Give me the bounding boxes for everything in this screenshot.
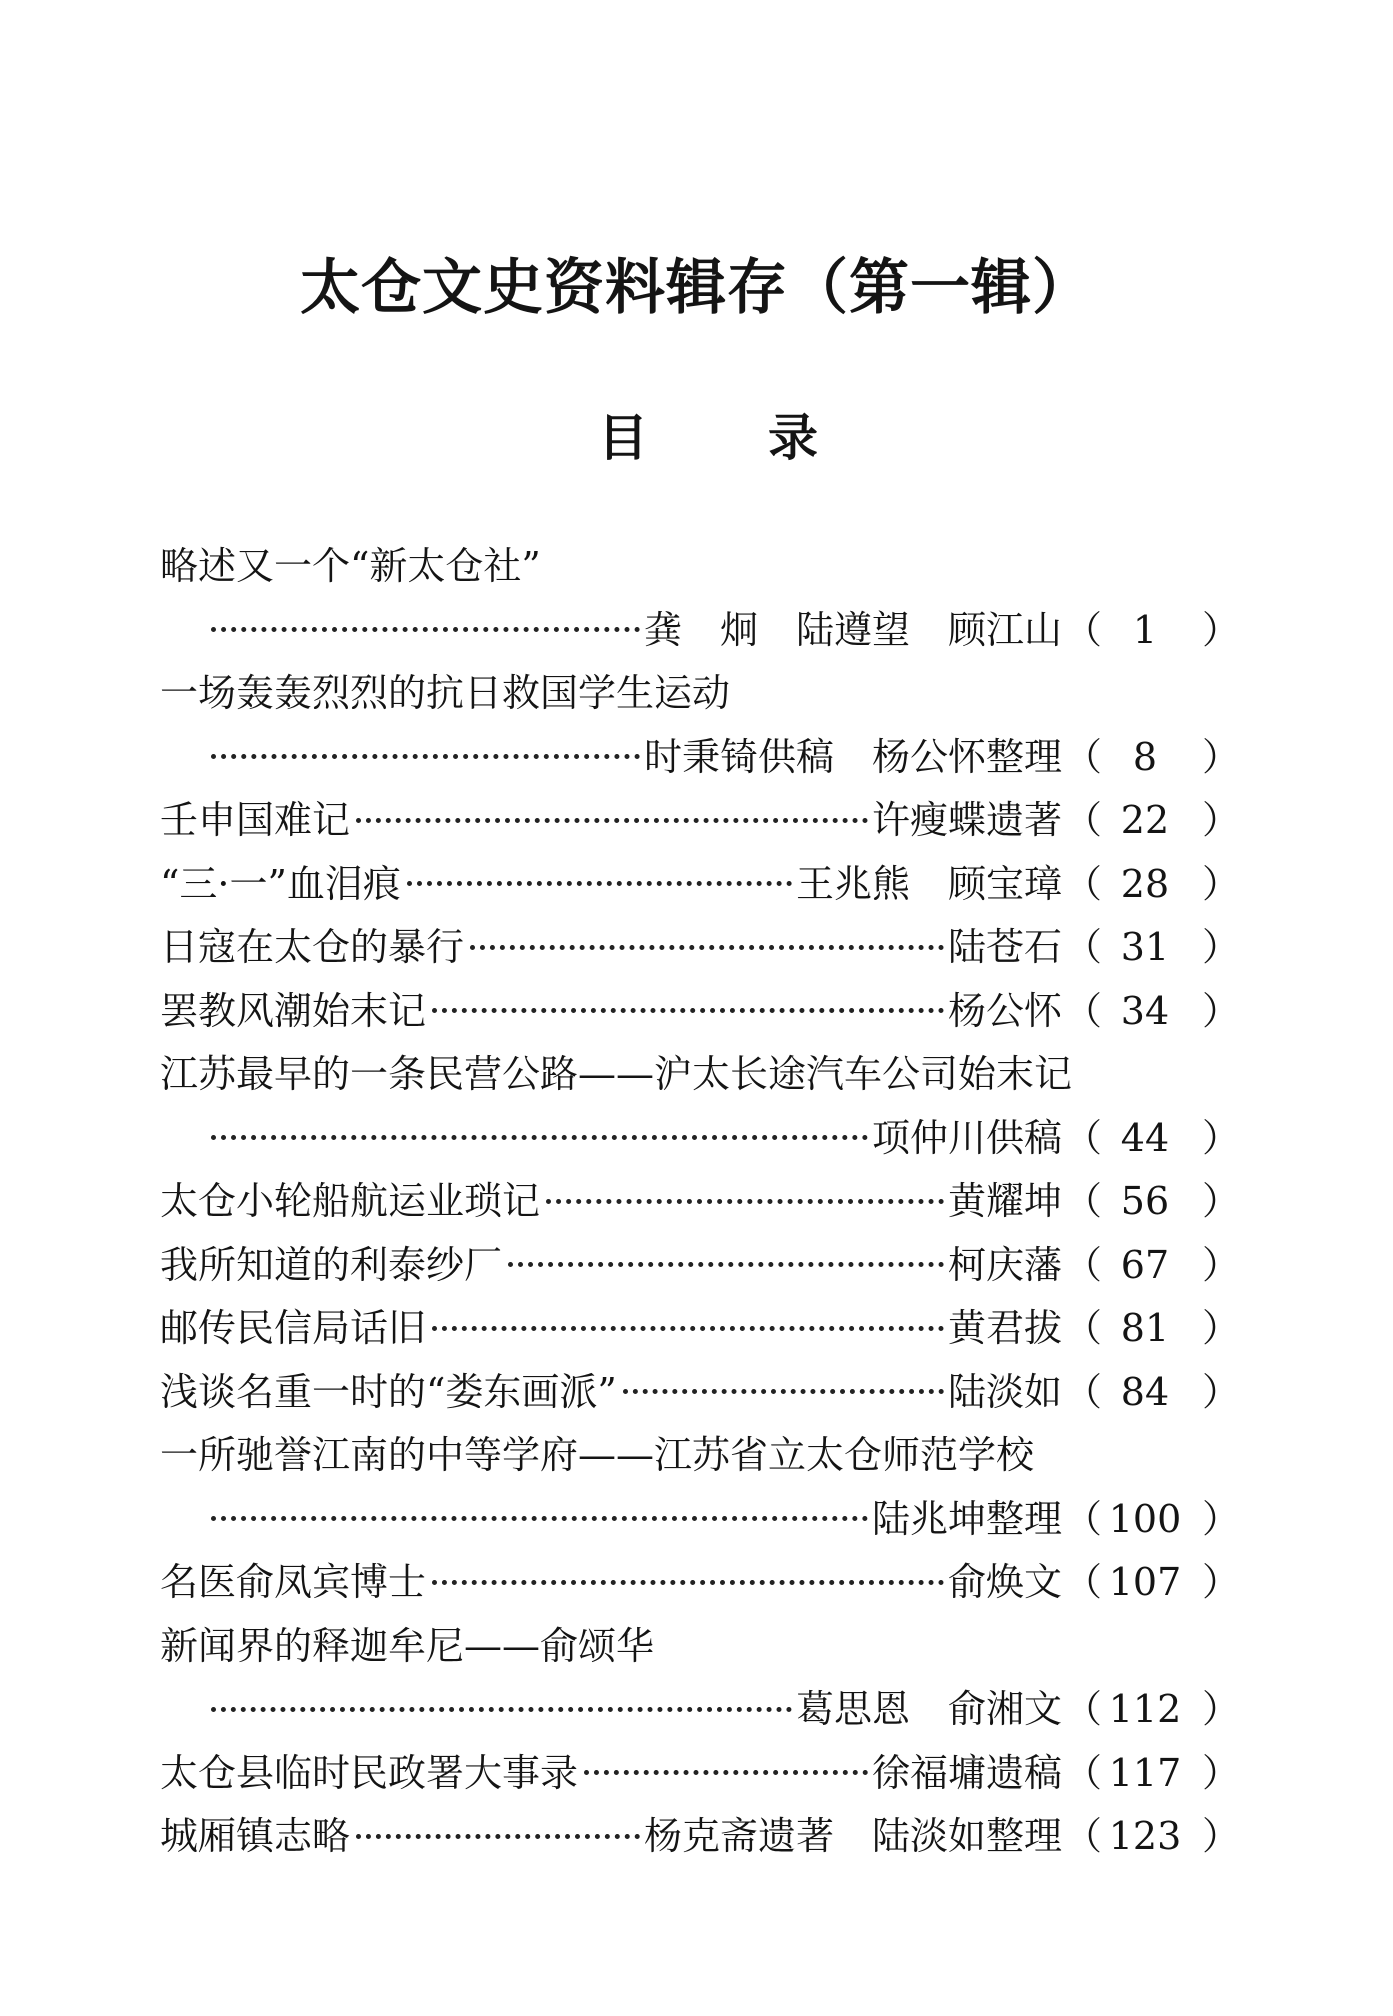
dot-leader <box>211 754 640 759</box>
close-paren: ） <box>1201 798 1240 842</box>
book-title: 太仓文史资料辑存（第一辑） <box>300 253 1093 323</box>
dot-leader <box>356 818 868 823</box>
toc-entry-page: 22 <box>1120 798 1170 842</box>
toc-entry-detail-line[interactable] <box>205 726 1240 779</box>
open-paren: （ <box>1063 1687 1102 1731</box>
dot-leader <box>407 881 792 886</box>
open-paren: （ <box>1063 1242 1102 1287</box>
toc-entry-title: 一场轰轰烈烈的抗日救国学生运动 <box>160 671 731 715</box>
open-paren: （ <box>1063 861 1102 906</box>
toc-entry-page: 34 <box>1120 988 1170 1033</box>
dot-leader <box>432 1580 944 1585</box>
open-paren: （ <box>1063 1179 1102 1223</box>
open-paren: （ <box>1063 925 1102 969</box>
toc-entry-page: 1 <box>1132 607 1158 652</box>
toc-entry-detail-line[interactable] <box>205 1678 1240 1731</box>
toc-entry-authors: 龚 炯 陆遵望 顾江山 <box>643 607 1062 652</box>
toc-entry-authors: 项仲川供稿 <box>871 1115 1062 1160</box>
toc-entry-authors: 陆兆坤整理 <box>871 1496 1062 1541</box>
toc-entry-page: 107 <box>1108 1560 1182 1604</box>
close-paren: ） <box>1201 1306 1240 1350</box>
open-paren: （ <box>1063 607 1102 652</box>
toc-entry[interactable] <box>160 853 1240 906</box>
close-paren: ） <box>1201 1369 1240 1414</box>
toc-entry-authors: 俞焕文 <box>947 1560 1062 1604</box>
dot-leader <box>432 1008 944 1013</box>
dot-leader <box>211 1135 868 1140</box>
close-paren: ） <box>1201 1560 1240 1604</box>
toc-entry-title: 我所知道的利泰纱厂 <box>160 1242 503 1287</box>
toc-entry[interactable] <box>160 1742 1240 1795</box>
open-paren: （ <box>1063 1814 1102 1858</box>
toc-entry[interactable] <box>160 1361 1240 1414</box>
dot-leader <box>584 1770 868 1775</box>
open-paren: （ <box>1063 734 1102 779</box>
toc-entry-title-line[interactable] <box>160 1615 1240 1668</box>
dot-leader <box>211 1516 868 1521</box>
toc-entry-title: 太仓小轮船航运业琐记 <box>160 1179 541 1223</box>
close-paren: ） <box>1201 607 1240 652</box>
toc-entry-title: 邮传民信局话旧 <box>160 1306 427 1350</box>
dot-leader <box>623 1389 944 1394</box>
dot-leader <box>211 1707 792 1712</box>
toc-entry[interactable] <box>160 1805 1240 1858</box>
close-paren: ） <box>1201 1814 1240 1858</box>
toc-entry-authors: 柯庆藩 <box>947 1242 1062 1287</box>
toc-entry-authors: 黄耀坤 <box>947 1179 1062 1223</box>
toc-entry-title: 太仓县临时民政署大事录 <box>160 1750 579 1795</box>
toc-entry[interactable] <box>160 1234 1240 1287</box>
open-paren: （ <box>1063 1560 1102 1604</box>
dot-leader <box>470 945 944 950</box>
close-paren: ） <box>1201 1750 1240 1795</box>
toc-entry-authors: 葛思恩 俞湘文 <box>795 1687 1062 1731</box>
toc-entry-authors: 徐福墉遗稿 <box>871 1750 1062 1795</box>
toc-entry-page: 28 <box>1120 861 1170 906</box>
toc-entry-page: 56 <box>1120 1179 1170 1223</box>
toc-entry-detail-line[interactable] <box>205 599 1240 652</box>
toc-entry-page: 117 <box>1108 1750 1182 1795</box>
toc-entry-page: 112 <box>1108 1687 1182 1731</box>
toc-entry-title: “三·一”血泪痕 <box>160 861 401 906</box>
close-paren: ） <box>1201 1115 1240 1160</box>
toc-entry-title: 一所驰誉江南的中等学府——江苏省立太仓师范学校 <box>160 1433 1035 1477</box>
toc-entry[interactable] <box>160 980 1240 1033</box>
toc-entry-title: 城厢镇志略 <box>160 1814 351 1858</box>
toc-entry-page: 67 <box>1120 1242 1170 1287</box>
dot-leader <box>508 1262 944 1267</box>
toc-entry-authors: 杨克斋遗著 陆淡如整理 <box>643 1814 1062 1858</box>
open-paren: （ <box>1063 1369 1102 1414</box>
dot-leader <box>356 1834 640 1839</box>
dot-leader <box>211 627 640 632</box>
close-paren: ） <box>1201 988 1240 1033</box>
open-paren: （ <box>1063 988 1102 1033</box>
toc-entry-authors: 陆淡如 <box>947 1369 1062 1414</box>
toc-entry-title: 江苏最早的一条民营公路——沪太长途汽车公司始末记 <box>160 1052 1073 1096</box>
toc-entry-title: 新闻界的释迦牟尼——俞颂华 <box>160 1623 655 1668</box>
toc-entry-title-line[interactable] <box>160 662 1240 715</box>
close-paren: ） <box>1201 1687 1240 1731</box>
toc-entry-title: 名医俞凤宾博士 <box>160 1560 427 1604</box>
toc-entry-title-line[interactable] <box>160 535 1240 588</box>
toc-entry-authors: 杨公怀 <box>947 988 1062 1033</box>
toc-entry-title-line[interactable] <box>160 1424 1240 1477</box>
toc-entry-title: 日寇在太仓的暴行 <box>160 925 465 969</box>
open-paren: （ <box>1063 1306 1102 1350</box>
toc-heading-char-1: 目 <box>598 409 648 467</box>
dot-leader <box>546 1199 944 1204</box>
open-paren: （ <box>1063 798 1102 842</box>
open-paren: （ <box>1063 1115 1102 1160</box>
toc-entry-authors: 陆苍石 <box>947 925 1062 969</box>
toc-heading-char-2: 录 <box>768 409 818 467</box>
toc-entry-page: 44 <box>1120 1115 1170 1160</box>
close-paren: ） <box>1201 925 1240 969</box>
toc-entry-page: 84 <box>1120 1369 1170 1414</box>
toc-entry-title: 壬申国难记 <box>160 798 351 842</box>
toc-entry[interactable] <box>160 1551 1240 1604</box>
toc-entry[interactable] <box>160 1297 1240 1350</box>
close-paren: ） <box>1201 1242 1240 1287</box>
toc-entry-page: 100 <box>1108 1496 1182 1541</box>
toc-entry-page: 8 <box>1132 734 1158 779</box>
open-paren: （ <box>1063 1496 1102 1541</box>
close-paren: ） <box>1201 1496 1240 1541</box>
toc-entry-detail-line[interactable] <box>205 1488 1240 1541</box>
toc-entry[interactable] <box>160 789 1240 842</box>
dot-leader <box>432 1326 944 1331</box>
toc-entry-title-line[interactable] <box>160 1043 1240 1096</box>
close-paren: ） <box>1201 1179 1240 1223</box>
toc-entry-page: 31 <box>1120 925 1170 969</box>
toc-entry-title: 罢教风潮始末记 <box>160 988 427 1033</box>
toc-entry-detail-line[interactable] <box>205 1107 1240 1160</box>
toc-entry[interactable] <box>160 1170 1240 1223</box>
toc-entry-authors: 时秉锜供稿 杨公怀整理 <box>643 734 1062 779</box>
toc-entry-title: 浅谈名重一时的“娄东画派” <box>160 1369 617 1414</box>
toc-entry-authors: 许瘦蝶遗著 <box>871 798 1062 842</box>
close-paren: ） <box>1201 734 1240 779</box>
toc-entry[interactable] <box>160 916 1240 969</box>
toc-entry-authors: 王兆熊 顾宝璋 <box>795 861 1062 906</box>
open-paren: （ <box>1063 1750 1102 1795</box>
close-paren: ） <box>1201 861 1240 906</box>
toc-entry-page: 123 <box>1108 1814 1182 1858</box>
toc-entry-page: 81 <box>1120 1306 1170 1350</box>
toc-entry-title: 略述又一个“新太仓社” <box>160 544 541 588</box>
toc-entry-authors: 黄君拔 <box>947 1306 1062 1350</box>
